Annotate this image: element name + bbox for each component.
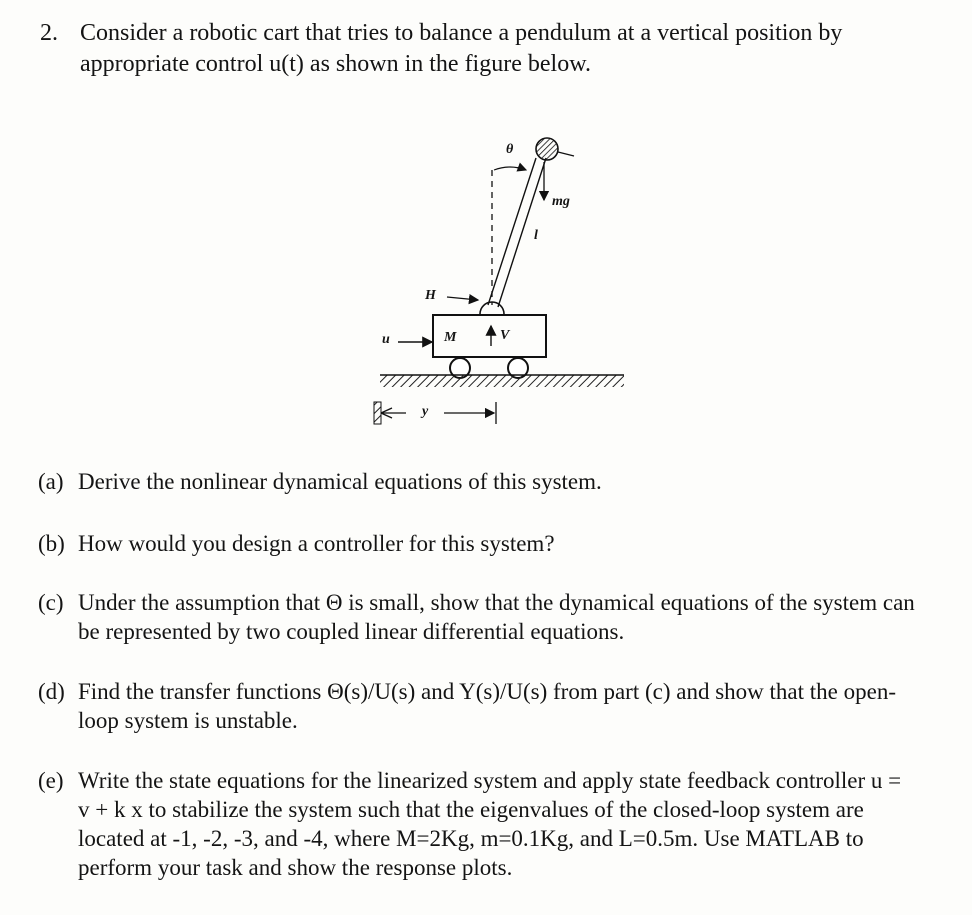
length-label: l [534,228,538,243]
part-label: (b) [38,531,65,556]
part-text: Derive the nonlinear dynamical equations of this system. [78,469,602,494]
H-label: H [425,288,436,303]
part-label: (a) [38,469,64,494]
M-label: M [444,330,457,345]
y-label: y [422,404,429,419]
part-text: Write the state equations for the linearized system and apply state feedback controller u = v + k x to stabilize the system such that the eigenvalues of the closed-loop system are located at -1, -2, -3, and -4, where M=2Kg, m=0.1Kg, and L=0.5m. Use MATLAB to perform your task and show the response plots. [78,768,902,880]
V-label: V [500,328,510,343]
u-label: u [382,332,390,347]
part-text: Find the transfer functions Θ(s)/U(s) and Y(s)/U(s) from part (c) and show that the open-loop system is unstable. [78,679,896,733]
ground-hatch [380,375,624,387]
part-label: (e) [38,768,64,793]
part-text: Under the assumption that Θ is small, show that the dynamical equations of the system can be represented by two coupled linear differential equations. [78,590,915,644]
part-text: How would you design a controller for this system? [78,531,555,556]
left-wall [374,402,381,424]
theta-angle-arrow [494,167,526,170]
mg-label: mg [552,194,570,209]
part-label: (d) [38,679,65,704]
cart-pendulum-diagram [360,130,650,430]
displacement-arrow [381,402,496,424]
theta-label: θ [506,142,514,157]
problem-intro: Consider a robotic cart that tries to balance a pendulum at a vertical position by appropriate control u(t) as shown in the figure below. [80,20,843,77]
tangent-arrow [558,152,574,156]
problem-number: 2. [40,20,58,46]
pendulum-bob [536,138,558,160]
part-label: (c) [38,590,64,615]
horizontal-force-arrow [447,297,478,300]
cart-pendulum-figure [360,130,650,430]
